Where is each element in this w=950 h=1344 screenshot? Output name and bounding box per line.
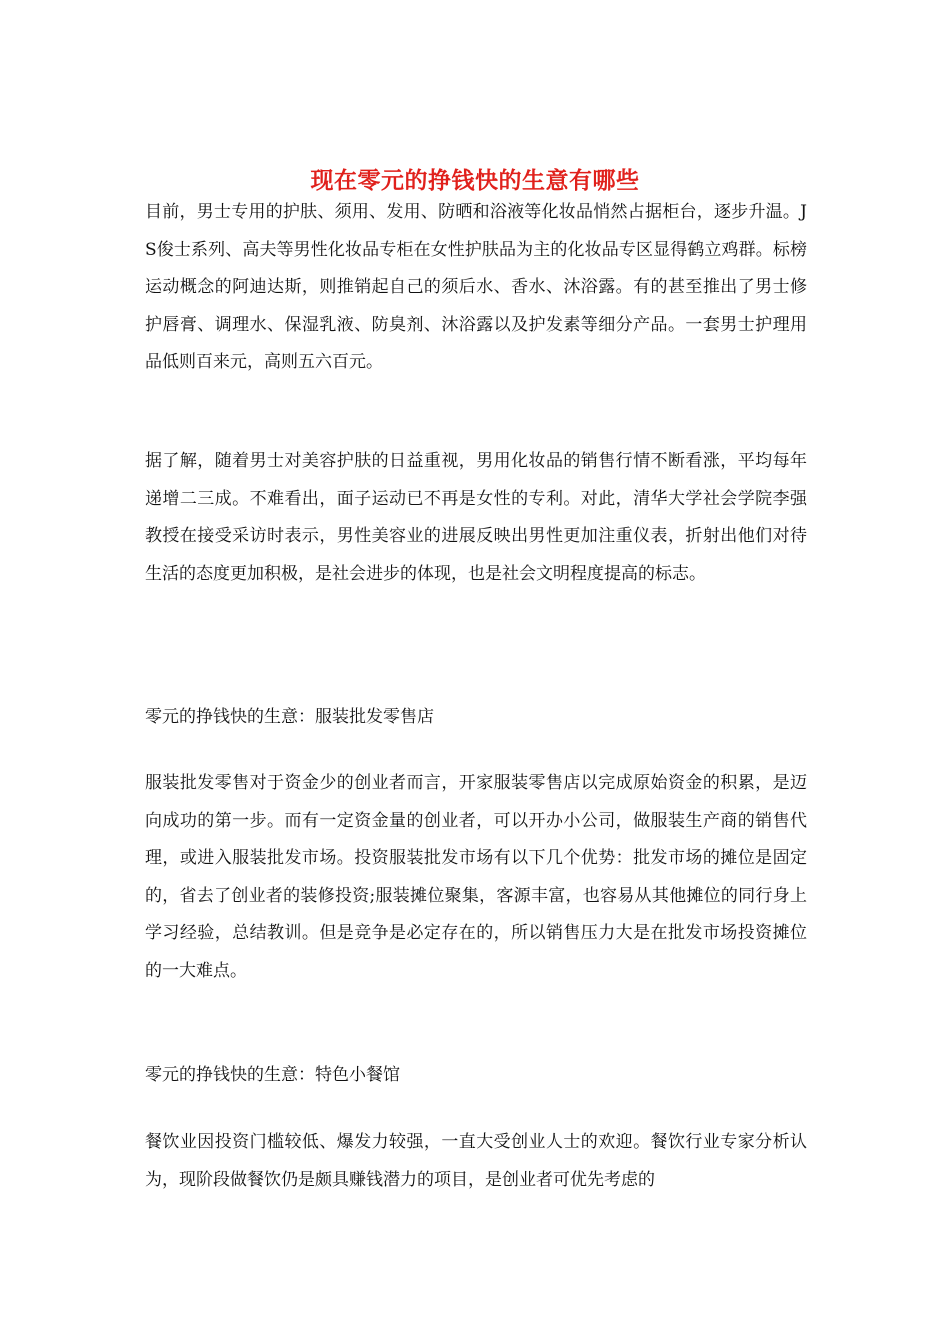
paragraph-clothing: 服装批发零售对于资金少的创业者而言，开家服装零售店以完成原始资金的积累，是迈向成功的第一步。而有一定资金量的创业者，可以开办小公司，做服装生产商的销售代理，或进入服装批发市场。投资服装批发市场有以下几个优势：批发市场的摊位是固定的，省去了创业者的装修投资;服装摊位聚集，客源丰富，也容易从其他摊位的同行身上学习经验，总结教训。但是竞争是必定存在的，所以销售压力大是在批发市场投资摊位的一大难点。 [145, 773, 807, 981]
paragraph-intro: 目前，男士专用的护肤、须用、发用、防晒和浴液等化妆品悄然占据柜台，逐步升温。JS俊士系列、高夫等男性化妆品专柜在女性护肤品为主的化妆品专区显得鹤立鸡群。标榜运动概念的阿迪达斯，则推销起自己的须后水、香水、沐浴露。有的甚至推出了男士修护唇膏、调理水、保湿乳液、防臭剂、沐浴露以及护发素等细分产品。一套男士护理用品低则百来元，高则五六百元。 [145, 202, 807, 372]
paragraph-restaurant: 餐饮业因投资门槛较低、爆发力较强，一直大受创业人士的欢迎。餐饮行业专家分析认为，现阶段做餐饮仍是颇具赚钱潜力的项目，是创业者可优先考虑的 [145, 1132, 807, 1190]
section-heading-restaurant: 零元的挣钱快的生意：特色小餐馆 [145, 1065, 400, 1085]
section-heading-clothing: 零元的挣钱快的生意：服装批发零售店 [145, 707, 434, 727]
paragraph-market-trend: 据了解，随着男士对美容护肤的日益重视，男用化妆品的销售行情不断看涨，平均每年递增二三成。不难看出，面子运动已不再是女性的专利。对此，清华大学社会学院李强教授在接受采访时表示，男性美容业的进展反映出男性更加注重仪表，折射出他们对待生活的态度更加积极，是社会进步的体现，也是社会文明程度提高的标志。 [145, 451, 807, 584]
document-title: 现在零元的挣钱快的生意有哪些 [310, 167, 640, 195]
